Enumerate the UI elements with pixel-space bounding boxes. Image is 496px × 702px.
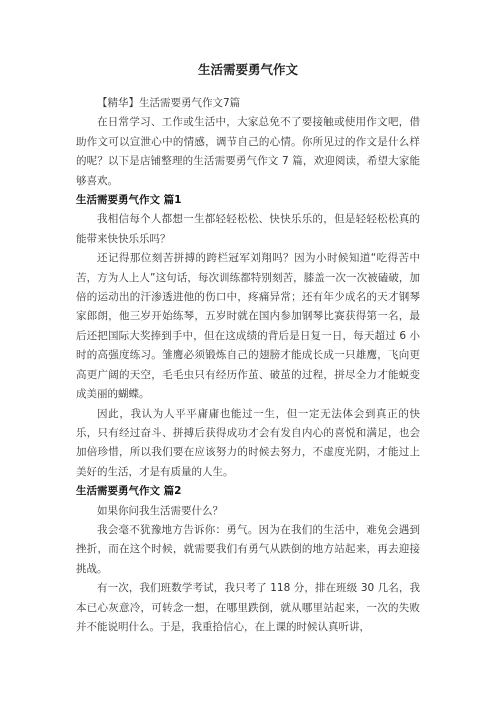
intro-paragraph: 在日常学习、工作或生活中，大家总免不了要接触或使用作文吧，借助作文可以宣泄心中的情感，调节自己的心情。你所见过的作文是什么样的呢？以下是店铺整理的生活需要勇气作文 7 篇，欢迎阅读，希望大家能够喜欢。 xyxy=(76,116,420,187)
section-2-paragraph: 如果你问我生活需要什么？ xyxy=(97,504,223,517)
section-heading-2: 生活需要勇气作文 篇2 xyxy=(76,485,182,498)
section-1-paragraph: 还记得那位刻苦拼搏的跨栏冠军刘翔吗？因为小时候知道“吃得苦中苦，方为人上人”这句话，每次训练都特别刻苦，膝盖一次一次被磕破，加倍的运动出的汗渗透进他的伤口中，疼痛异常；还有年少成名的天才钢琴家郎朗，他三岁开始练琴，五岁时就在国内参加钢琴比赛获得第一名，最后还把国际大奖捧到手中，但在这成绩的背后是日复一日，每天超过 6 小时的高强度练习。雏鹰必须锻炼自己的翅膀才能成长成一只雄鹰，飞向更高更广阔的天空，毛毛虫只有经历作茧、破茧的过程，拼尽全力才能蜕变成美丽的蝴蝶。 xyxy=(76,252,420,401)
section-heading-1: 生活需要勇气作文 篇1 xyxy=(76,194,182,207)
document-title: 生活需要勇气作文 xyxy=(197,62,298,77)
document-subtitle: 【精华】生活需要勇气作文7篇 xyxy=(97,97,241,109)
section-2-paragraph: 有一次，我们班数学考试，我只考了 118 分，排在班级 30 几名，我本已心灰意冷，可转念一想，在哪里跌倒，就从哪里站起来，一次的失败并不能说明什么。于是，我重拾信心，在上课的时候认真听讲， xyxy=(76,582,420,633)
section-1-paragraph: 因此，我认为人平平庸庸也能过一生，但一定无法体会到真正的快乐，只有经过奋斗、拼搏后获得成功才会有发自内心的喜悦和满足，也会加倍珍惜，所以我们要在应该努力的时候去努力，不虚度光阴，才能过上美好的生活，才是有质量的人生。 xyxy=(76,407,420,478)
section-2-paragraph: 我会毫不犹豫地方告诉你：勇气。因为在我们的生活中，难免会遇到挫折，而在这个时候，就需要我们有勇气从跌倒的地方站起来，再去迎接挑战。 xyxy=(76,523,420,575)
section-1-paragraph: 我相信每个人都想一生都轻轻松松、快快乐乐的，但是轻轻松松真的能带来快快乐乐吗？ xyxy=(76,213,420,245)
